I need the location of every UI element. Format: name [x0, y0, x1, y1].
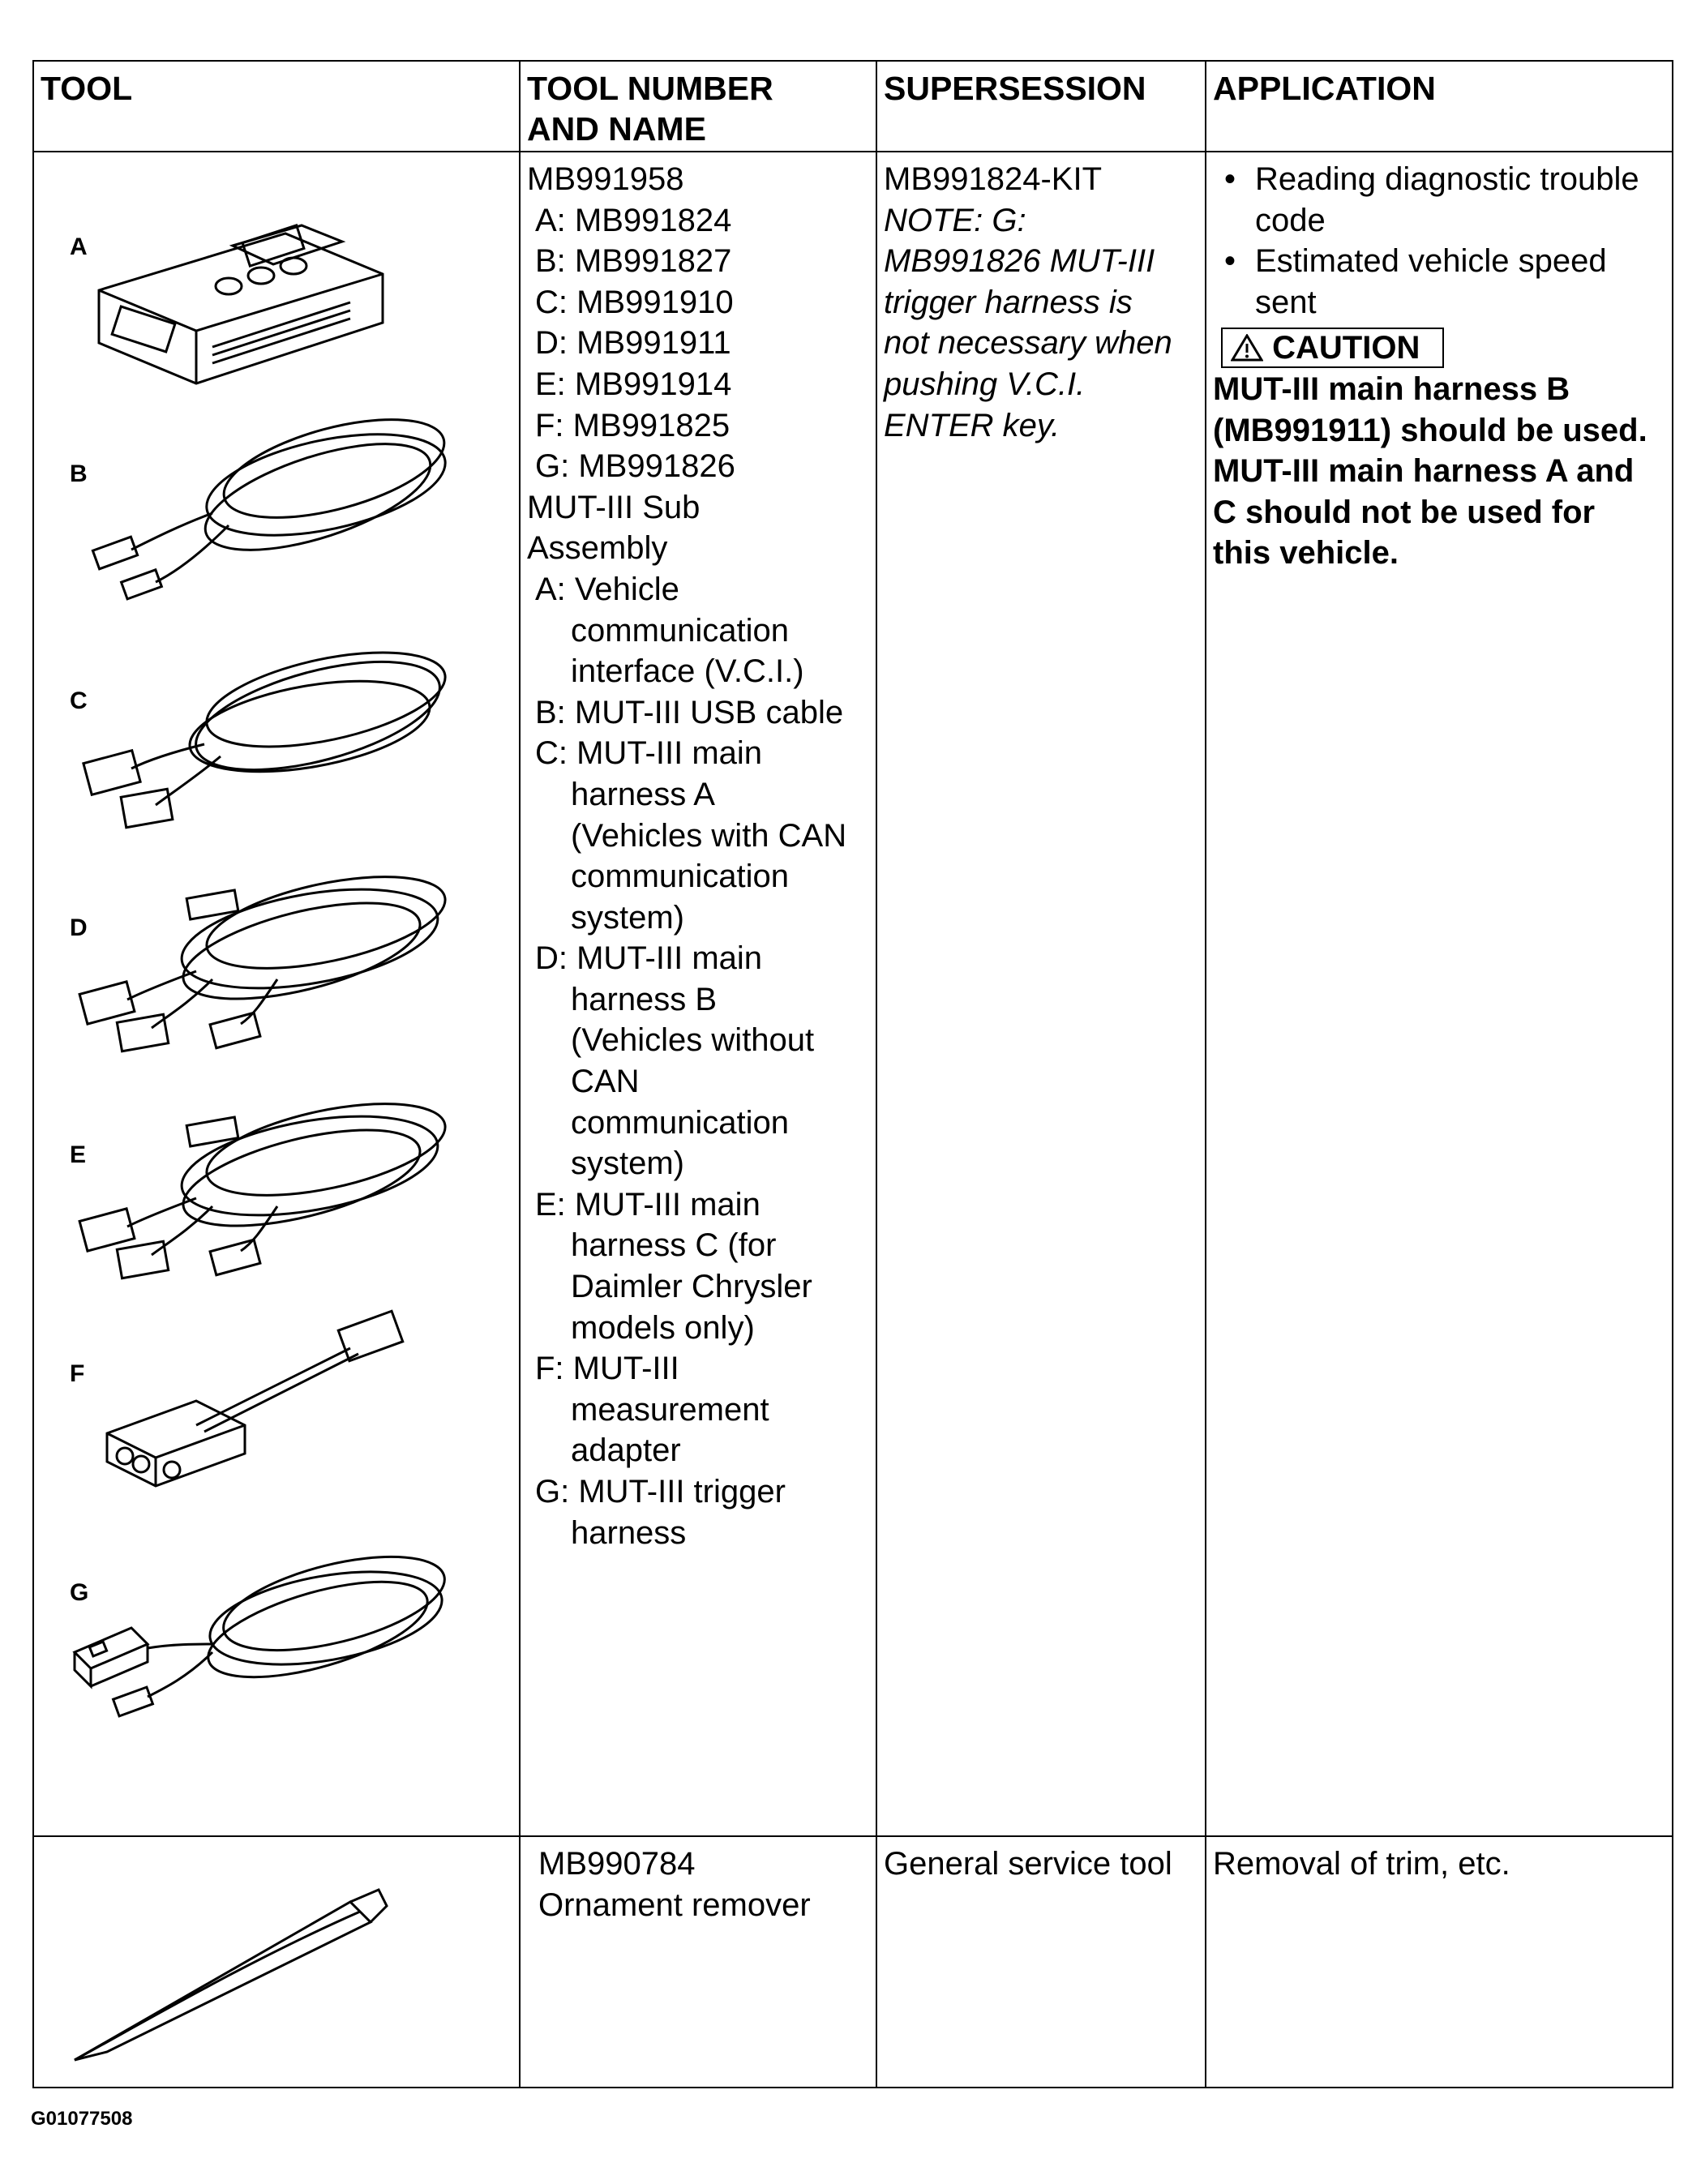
- tool-number-line: (Vehicles with CAN: [571, 817, 847, 854]
- tool-number-line: G: MUT-III trigger: [535, 1474, 786, 1510]
- figure-code: G01077508: [31, 2108, 133, 2130]
- application-value: Removal of trim, etc.: [1213, 1846, 1510, 1882]
- list-item-text: • Reading diagnostic trouble: [1255, 161, 1639, 197]
- tool-number-line: D: MB991911: [535, 325, 731, 362]
- tool-label-c: C: [70, 687, 88, 714]
- ornament-application-cell: [1206, 1837, 1673, 1885]
- ornament-remover-illustration-cell: [34, 1837, 519, 2088]
- list-item-text: sent: [1255, 284, 1317, 320]
- note-line: pushing V.C.I.: [884, 366, 1086, 402]
- column-divider: [1205, 1837, 1206, 2088]
- tool-number-line: measurement: [571, 1391, 769, 1428]
- column-divider: [1205, 62, 1206, 151]
- main-harness-a-image: [66, 623, 456, 833]
- tool-number-line: MB991958: [527, 161, 684, 197]
- table-row-ornament-remover: [34, 1837, 1672, 2088]
- tool-number-line: communication: [571, 1104, 790, 1141]
- tool-number-line: CAN: [571, 1064, 640, 1100]
- table-row-mut-iii: [34, 152, 1672, 1837]
- ornament-tool-number-cell: [521, 1837, 876, 1925]
- tool-number-line: G: MB991826: [535, 448, 735, 485]
- trigger-harness-image: [58, 1531, 456, 1741]
- tool-number-line: system): [571, 899, 684, 936]
- tool-number-line: harness B: [571, 981, 718, 1017]
- caution-line: (MB991911) should be used.: [1213, 412, 1647, 448]
- tool-number-line: A: Vehicle: [535, 571, 679, 607]
- measurement-adapter-image: [75, 1304, 439, 1498]
- special-tools-table: [32, 60, 1673, 2088]
- ornament-supersession: [877, 1837, 1205, 1885]
- tool-number-line: C: MB991910: [535, 284, 734, 320]
- tool-number-line: interface (V.C.I.): [571, 653, 804, 690]
- tool-number-line: E: MB991914: [535, 366, 732, 402]
- tool-number-cell: [521, 152, 876, 1553]
- tool-number-line: MUT-III Sub: [527, 489, 701, 525]
- column-divider: [1205, 152, 1206, 1835]
- caution-badge: [1221, 328, 1444, 368]
- vci-unit-image: [83, 201, 399, 396]
- ornament-supersession-cell: [877, 1837, 1205, 1885]
- tool-number-line: Daimler Chrysler: [571, 1269, 812, 1305]
- tool-number-line: B: MUT-III USB cable: [535, 694, 844, 730]
- warning-triangle-icon: [1231, 334, 1263, 362]
- application-list: [1213, 159, 1673, 323]
- tool-number-line: B: MB991827: [535, 243, 732, 280]
- tool-number-line: MB990784: [538, 1846, 696, 1882]
- tool-number-line: E: MUT-III main: [535, 1186, 761, 1223]
- tool-label-g: G: [70, 1579, 89, 1606]
- column-divider: [876, 62, 877, 151]
- tool-number-line: F: MB991825: [535, 407, 731, 443]
- application-text-block: [1206, 152, 1673, 574]
- tool-illustrations: [34, 152, 519, 1835]
- list-item-text: code: [1255, 202, 1326, 238]
- tool-number-line: harness: [571, 1514, 687, 1551]
- note-line: not necessary when: [884, 325, 1172, 362]
- supersession-cell: [877, 152, 1205, 446]
- tool-label-a: A: [70, 233, 88, 260]
- tool-number-line: F: MUT-III: [535, 1351, 679, 1387]
- main-harness-c-image: [66, 1077, 456, 1287]
- tool-label-d: D: [70, 914, 88, 941]
- column-divider: [519, 152, 521, 1835]
- tool-number-line: (Vehicles without: [571, 1022, 815, 1059]
- tool-number-line: models only): [571, 1309, 755, 1346]
- ornament-application: [1206, 1837, 1673, 1885]
- tool-label-b: B: [70, 460, 88, 487]
- list-item: [1213, 159, 1673, 241]
- tool-number-line: communication: [571, 859, 790, 895]
- tool-number-line: A: MB991824: [535, 202, 732, 238]
- list-item-text: • Estimated vehicle speed: [1255, 243, 1607, 280]
- tool-number-line: adapter: [571, 1432, 681, 1469]
- note-line: NOTE: G:: [884, 202, 1026, 238]
- note-line: ENTER key.: [884, 407, 1060, 443]
- column-divider: [876, 1837, 877, 2088]
- note-line: MB991826 MUT-III: [884, 243, 1155, 280]
- supersession-text-block: [877, 152, 1205, 446]
- ornament-tool-number: [521, 1837, 876, 1925]
- header-application: APPLICATION: [1213, 70, 1436, 107]
- header-supersession: SUPERSESSION: [884, 70, 1146, 107]
- tool-number-line: Assembly: [527, 530, 668, 567]
- column-divider: [519, 1837, 521, 2088]
- tool-number-line: system): [571, 1146, 684, 1182]
- tool-number-line: Ornament remover: [538, 1886, 811, 1923]
- supersession-value: MB991824-KIT: [884, 161, 1103, 197]
- tool-number-line: harness A: [571, 776, 715, 812]
- tool-label-e: E: [70, 1141, 87, 1168]
- tool-number-line: D: MUT-III main: [535, 940, 763, 977]
- tool-number-line: C: MUT-III main: [535, 735, 763, 772]
- caution-text: [1213, 369, 1673, 574]
- column-divider: [519, 62, 521, 151]
- caution-line: MUT-III main harness A and: [1213, 453, 1635, 490]
- ornament-remover-image: [58, 1853, 399, 2072]
- caution-label: CAUTION: [1272, 330, 1420, 366]
- table-header-row: [34, 62, 1672, 152]
- tool-number-line: communication: [571, 612, 790, 649]
- header-tool: TOOL: [41, 70, 133, 107]
- header-tool-number: TOOL NUMBER AND NAME: [527, 70, 773, 148]
- caution-line: MUT-III main harness B: [1213, 370, 1570, 407]
- caution-line: this vehicle.: [1213, 535, 1399, 572]
- main-harness-b-image: [66, 850, 456, 1060]
- column-divider: [876, 152, 877, 1835]
- list-item: [1213, 241, 1673, 323]
- application-cell: [1206, 152, 1673, 574]
- supersession-value: General service tool: [884, 1846, 1172, 1882]
- tool-number-line: harness C (for: [571, 1227, 777, 1264]
- tool-label-f: F: [70, 1360, 85, 1387]
- usb-cable-image: [66, 396, 456, 606]
- caution-line: C should not be used for: [1213, 494, 1596, 530]
- note-line: trigger harness is: [884, 284, 1133, 320]
- tool-number-list: [521, 152, 876, 1553]
